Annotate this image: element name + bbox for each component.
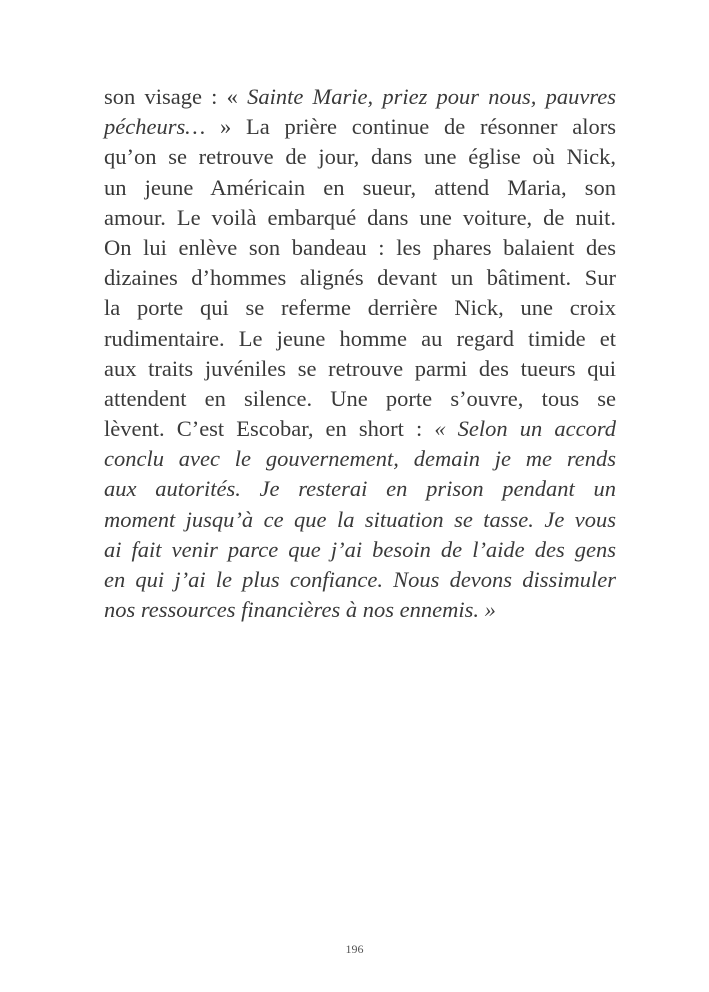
text-line — [104, 142, 616, 172]
text-line — [104, 444, 616, 474]
text-line — [104, 82, 616, 112]
text-run: son visage : « — [104, 84, 248, 109]
italic-quote-text: aux autorités. Je resterai en prison pendant un — [104, 476, 616, 502]
text-run: rudimentaire. Le jeune homme au regard timide et — [104, 325, 616, 351]
text-run: On lui enlève son bandeau : les phares balaient des — [104, 234, 616, 260]
text-line — [104, 263, 616, 293]
text-line — [104, 233, 616, 263]
text-line — [104, 354, 616, 384]
italic-quote-text: ai fait venir parce que j’ai besoin de l’aide des gens — [104, 536, 616, 562]
text-run: lèvent. C’est Escobar, en short : — [104, 416, 435, 442]
italic-quote-text: nos ressources financières à nos ennemis. » — [104, 597, 496, 623]
italic-quote-text: en qui j’ai le plus confiance. Nous devons dissimuler — [104, 567, 616, 592]
text-line — [104, 535, 616, 565]
text-line — [104, 565, 616, 595]
text-line — [104, 203, 616, 233]
italic-quote-text: conclu avec le gouvernement, demain je me rends — [104, 446, 616, 472]
text-line — [104, 595, 616, 625]
text-run: » La prière continue de résonner alors — [205, 114, 616, 140]
text-run: amour. Le voilà embarqué dans une voiture, de nuit. — [104, 204, 616, 230]
text-run: un jeune Américain en sueur, attend Maria, son — [104, 174, 616, 200]
italic-quote-text: Sainte Marie, priez pour nous, pauvres — [247, 84, 616, 109]
text-run: la porte qui se referme derrière Nick, une croix — [104, 295, 616, 321]
text-run: attendent en silence. Une porte s’ouvre, tous se — [104, 385, 616, 411]
text-line — [104, 293, 616, 323]
italic-quote-text: moment jusqu’à ce que la situation se tasse. Je vous — [104, 506, 616, 532]
text-line — [104, 384, 616, 414]
text-line — [104, 112, 616, 142]
text-line — [104, 474, 616, 504]
page-number: 196 — [345, 942, 364, 956]
text-run: aux traits juvéniles se retrouve parmi des tueurs qui — [104, 355, 616, 381]
body-text — [104, 82, 616, 625]
text-line — [104, 414, 616, 444]
text-line — [104, 324, 616, 354]
text-line — [104, 173, 616, 203]
text-run: dizaines d’hommes alignés devant un bâtiment. Sur — [104, 265, 616, 291]
text-line — [104, 505, 616, 535]
italic-quote-text: pécheurs… — [104, 114, 206, 140]
italic-quote-text: « Selon un accord — [434, 416, 616, 442]
text-run: qu’on se retrouve de jour, dans une église où Nick, — [104, 144, 616, 170]
